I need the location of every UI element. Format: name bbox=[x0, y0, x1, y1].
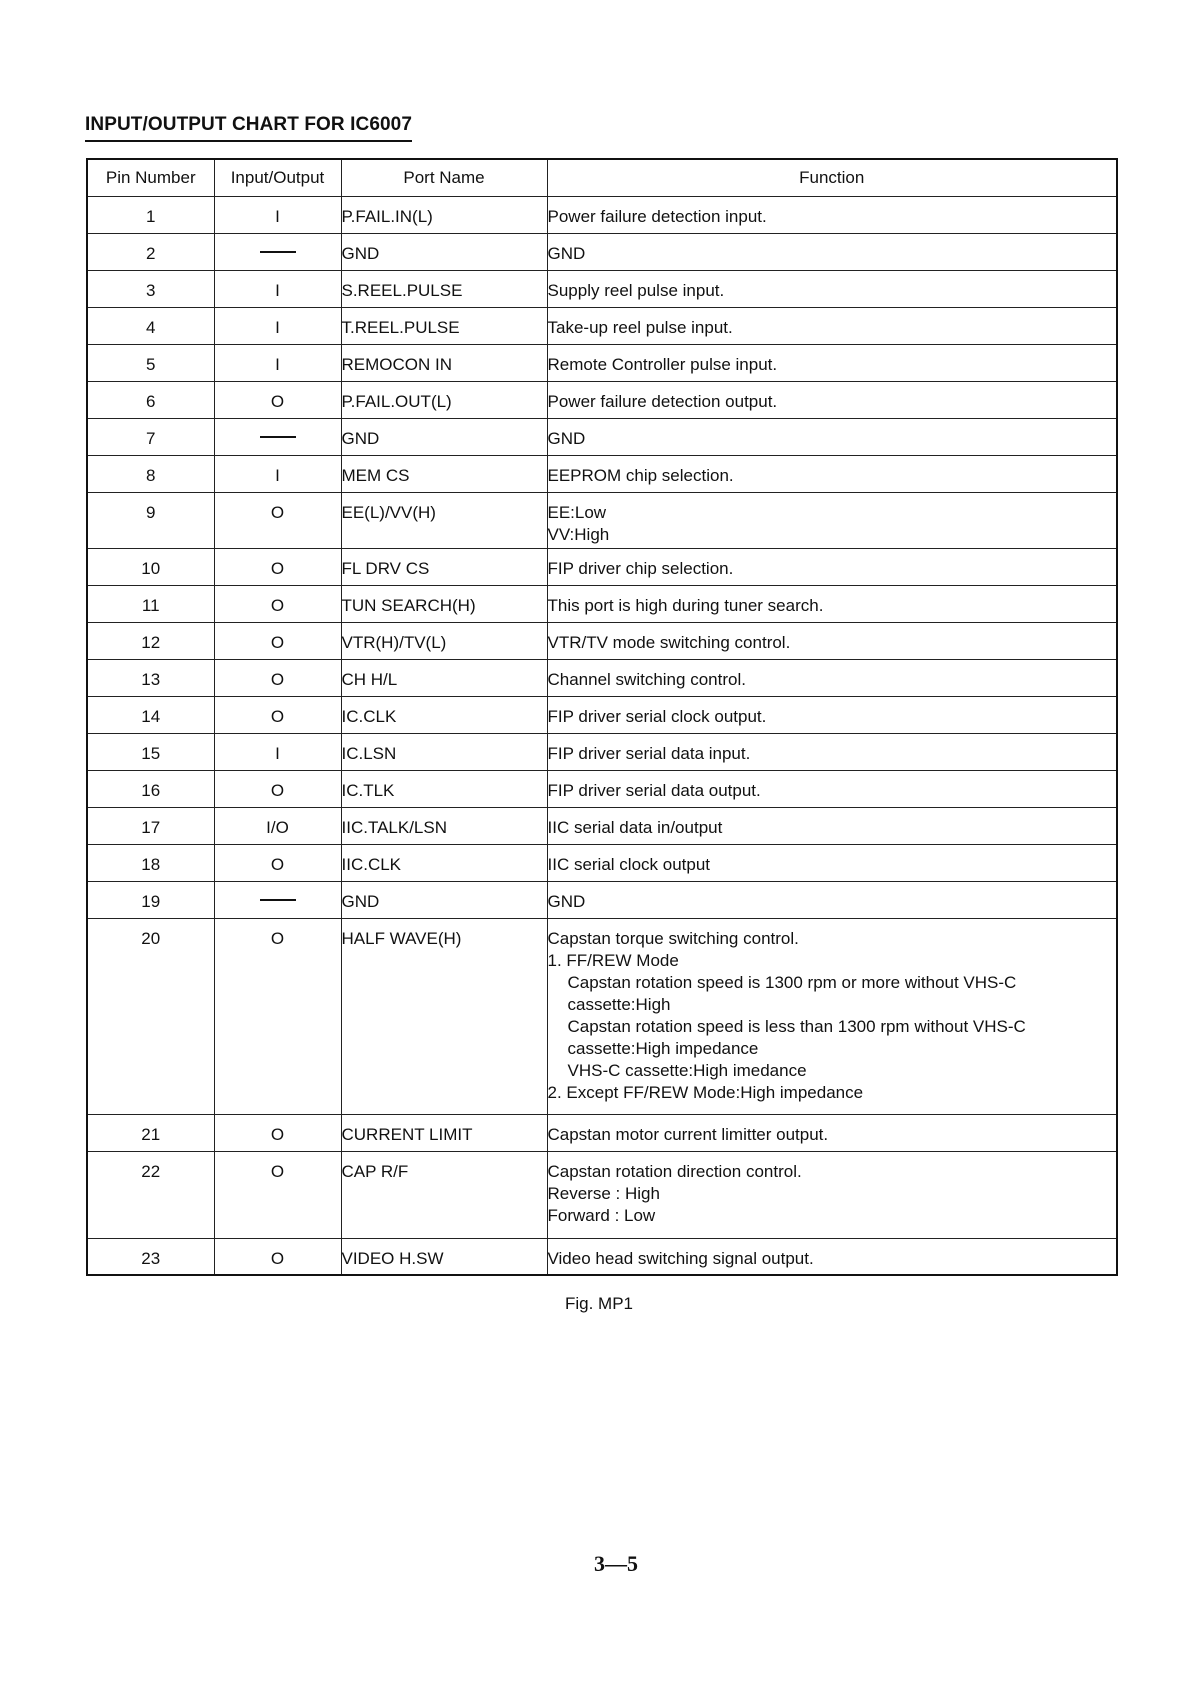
cell-pin-number: 20 bbox=[87, 918, 214, 1114]
function-line: IIC serial data in/output bbox=[547, 817, 723, 837]
function-line: VHS-C cassette:High imedance bbox=[567, 1060, 807, 1080]
dash-mark bbox=[260, 436, 296, 438]
function-line: 1. FF/REW Mode bbox=[547, 950, 679, 970]
cell-input-output: I bbox=[214, 270, 341, 307]
cell-pin-number: 2 bbox=[87, 233, 214, 270]
table-row bbox=[87, 548, 1117, 585]
cell-port-name: CH H/L bbox=[341, 659, 547, 696]
function-line: GND bbox=[547, 428, 586, 448]
cell-function bbox=[547, 344, 1117, 381]
table-row bbox=[87, 270, 1117, 307]
page-title: INPUT/OUTPUT CHART FOR IC6007 bbox=[85, 114, 412, 142]
cell-input-output: O bbox=[214, 1114, 341, 1151]
cell-pin-number: 17 bbox=[87, 807, 214, 844]
function-line: Forward : Low bbox=[547, 1205, 656, 1225]
function-line: cassette:High bbox=[567, 994, 671, 1014]
cell-port-name: GND bbox=[341, 881, 547, 918]
function-line: FIP driver serial clock output. bbox=[547, 706, 767, 726]
function-line: IIC serial clock output bbox=[547, 854, 711, 874]
cell-function bbox=[547, 1151, 1117, 1238]
function-line: Capstan rotation speed is less than 1300 rpm without VHS-C bbox=[567, 1016, 1026, 1036]
function-line: FIP driver serial data output. bbox=[547, 780, 761, 800]
cell-port-name: VTR(H)/TV(L) bbox=[341, 622, 547, 659]
function-line: GND bbox=[547, 891, 586, 911]
cell-pin-number: 3 bbox=[87, 270, 214, 307]
cell-pin-number: 13 bbox=[87, 659, 214, 696]
table-body bbox=[87, 196, 1117, 1275]
cell-port-name: IIC.TALK/LSN bbox=[341, 807, 547, 844]
cell-function bbox=[547, 918, 1117, 1114]
function-line: Power failure detection input. bbox=[547, 206, 767, 226]
function-line: GND bbox=[547, 243, 586, 263]
table-row bbox=[87, 344, 1117, 381]
table-row bbox=[87, 585, 1117, 622]
cell-input-output: I bbox=[214, 733, 341, 770]
cell-function bbox=[547, 844, 1117, 881]
cell-pin-number: 11 bbox=[87, 585, 214, 622]
table-row bbox=[87, 918, 1117, 1114]
table-row bbox=[87, 622, 1117, 659]
function-line: Take-up reel pulse input. bbox=[547, 317, 733, 337]
cell-port-name: MEM CS bbox=[341, 455, 547, 492]
header-pin-number: Pin Number bbox=[87, 159, 214, 196]
cell-function bbox=[547, 307, 1117, 344]
table-row bbox=[87, 1114, 1117, 1151]
cell-pin-number: 1 bbox=[87, 196, 214, 233]
function-line: FIP driver serial data input. bbox=[547, 743, 751, 763]
cell-input-output: I/O bbox=[214, 807, 341, 844]
cell-function bbox=[547, 696, 1117, 733]
cell-pin-number: 5 bbox=[87, 344, 214, 381]
header-port-name: Port Name bbox=[341, 159, 547, 196]
function-line: Channel switching control. bbox=[547, 669, 746, 689]
cell-function bbox=[547, 196, 1117, 233]
cell-port-name: T.REEL.PULSE bbox=[341, 307, 547, 344]
table-header-row bbox=[87, 159, 1117, 196]
cell-function bbox=[547, 233, 1117, 270]
function-line: cassette:High impedance bbox=[567, 1038, 759, 1058]
cell-input-output: O bbox=[214, 918, 341, 1114]
function-line: Reverse : High bbox=[547, 1183, 660, 1203]
cell-port-name: FL DRV CS bbox=[341, 548, 547, 585]
cell-port-name: IIC.CLK bbox=[341, 844, 547, 881]
cell-port-name: IC.CLK bbox=[341, 696, 547, 733]
cell-input-output: O bbox=[214, 844, 341, 881]
function-line: This port is high during tuner search. bbox=[547, 595, 824, 615]
cell-pin-number: 14 bbox=[87, 696, 214, 733]
cell-pin-number: 7 bbox=[87, 418, 214, 455]
cell-pin-number: 6 bbox=[87, 381, 214, 418]
cell-port-name: S.REEL.PULSE bbox=[341, 270, 547, 307]
function-line: Supply reel pulse input. bbox=[547, 280, 725, 300]
cell-pin-number: 4 bbox=[87, 307, 214, 344]
cell-port-name: HALF WAVE(H) bbox=[341, 918, 547, 1114]
table-row bbox=[87, 196, 1117, 233]
cell-function bbox=[547, 455, 1117, 492]
table-row bbox=[87, 770, 1117, 807]
header-input-output: Input/Output bbox=[214, 159, 341, 196]
cell-input-output: O bbox=[214, 696, 341, 733]
cell-function bbox=[547, 1238, 1117, 1275]
table-row bbox=[87, 418, 1117, 455]
cell-input-output: I bbox=[214, 307, 341, 344]
dash-mark bbox=[260, 251, 296, 253]
cell-input-output: O bbox=[214, 659, 341, 696]
cell-pin-number: 10 bbox=[87, 548, 214, 585]
table-row bbox=[87, 1151, 1117, 1238]
function-line: 2. Except FF/REW Mode:High impedance bbox=[547, 1082, 864, 1102]
header-function: Function bbox=[547, 159, 1117, 196]
table-row bbox=[87, 381, 1117, 418]
cell-pin-number: 22 bbox=[87, 1151, 214, 1238]
cell-function bbox=[547, 807, 1117, 844]
cell-pin-number: 12 bbox=[87, 622, 214, 659]
cell-port-name: REMOCON IN bbox=[341, 344, 547, 381]
cell-input-output: O bbox=[214, 548, 341, 585]
function-line: Power failure detection output. bbox=[547, 391, 778, 411]
cell-pin-number: 23 bbox=[87, 1238, 214, 1275]
figure-caption-text: Fig. MP1 bbox=[564, 1294, 634, 1313]
table-row bbox=[87, 696, 1117, 733]
cell-pin-number: 19 bbox=[87, 881, 214, 918]
figure-caption bbox=[0, 1294, 1198, 1314]
table-row bbox=[87, 659, 1117, 696]
cell-input-output bbox=[214, 418, 341, 455]
cell-input-output: O bbox=[214, 381, 341, 418]
cell-pin-number: 15 bbox=[87, 733, 214, 770]
cell-pin-number: 18 bbox=[87, 844, 214, 881]
cell-function bbox=[547, 492, 1117, 548]
function-line: Video head switching signal output. bbox=[547, 1248, 814, 1268]
page-number: 3—5 bbox=[594, 1551, 638, 1576]
cell-input-output: I bbox=[214, 196, 341, 233]
cell-input-output bbox=[214, 881, 341, 918]
cell-function bbox=[547, 733, 1117, 770]
cell-port-name: P.FAIL.OUT(L) bbox=[341, 381, 547, 418]
cell-port-name: TUN SEARCH(H) bbox=[341, 585, 547, 622]
function-line: FIP driver chip selection. bbox=[547, 558, 734, 578]
table-row bbox=[87, 492, 1117, 548]
cell-input-output: O bbox=[214, 585, 341, 622]
function-line: Capstan rotation speed is 1300 rpm or more without VHS-C bbox=[567, 972, 1017, 992]
function-line: Capstan rotation direction control. bbox=[547, 1161, 802, 1181]
function-line: Remote Controller pulse input. bbox=[547, 354, 778, 374]
cell-input-output: I bbox=[214, 344, 341, 381]
table-row bbox=[87, 733, 1117, 770]
function-line: Capstan motor current limitter output. bbox=[547, 1124, 829, 1144]
function-line: EE:Low bbox=[547, 502, 607, 522]
cell-input-output: O bbox=[214, 622, 341, 659]
cell-port-name: P.FAIL.IN(L) bbox=[341, 196, 547, 233]
cell-input-output: O bbox=[214, 1238, 341, 1275]
cell-port-name: IC.TLK bbox=[341, 770, 547, 807]
cell-input-output: O bbox=[214, 492, 341, 548]
io-chart-table bbox=[86, 158, 1118, 1276]
table-row bbox=[87, 1238, 1117, 1275]
function-line: Capstan torque switching control. bbox=[547, 928, 799, 948]
cell-port-name: CURRENT LIMIT bbox=[341, 1114, 547, 1151]
cell-pin-number: 21 bbox=[87, 1114, 214, 1151]
cell-input-output: I bbox=[214, 455, 341, 492]
cell-pin-number: 16 bbox=[87, 770, 214, 807]
cell-input-output bbox=[214, 233, 341, 270]
cell-function bbox=[547, 585, 1117, 622]
cell-input-output: O bbox=[214, 770, 341, 807]
cell-input-output: O bbox=[214, 1151, 341, 1238]
cell-pin-number: 8 bbox=[87, 455, 214, 492]
cell-pin-number: 9 bbox=[87, 492, 214, 548]
table-row bbox=[87, 455, 1117, 492]
cell-function bbox=[547, 1114, 1117, 1151]
cell-function bbox=[547, 622, 1117, 659]
function-line: EEPROM chip selection. bbox=[547, 465, 734, 485]
table-row bbox=[87, 807, 1117, 844]
cell-function bbox=[547, 418, 1117, 455]
cell-port-name: CAP R/F bbox=[341, 1151, 547, 1238]
cell-port-name: EE(L)/VV(H) bbox=[341, 492, 547, 548]
table-row bbox=[87, 233, 1117, 270]
table-row bbox=[87, 881, 1117, 918]
cell-port-name: VIDEO H.SW bbox=[341, 1238, 547, 1275]
cell-function bbox=[547, 770, 1117, 807]
dash-mark bbox=[260, 899, 296, 901]
function-line: VTR/TV mode switching control. bbox=[547, 632, 791, 652]
function-line: VV:High bbox=[547, 524, 610, 544]
cell-function bbox=[547, 659, 1117, 696]
table-row bbox=[87, 307, 1117, 344]
cell-function bbox=[547, 548, 1117, 585]
cell-port-name: GND bbox=[341, 418, 547, 455]
cell-function bbox=[547, 881, 1117, 918]
cell-port-name: GND bbox=[341, 233, 547, 270]
cell-function bbox=[547, 381, 1117, 418]
table-row bbox=[87, 844, 1117, 881]
cell-port-name: IC.LSN bbox=[341, 733, 547, 770]
cell-function bbox=[547, 270, 1117, 307]
